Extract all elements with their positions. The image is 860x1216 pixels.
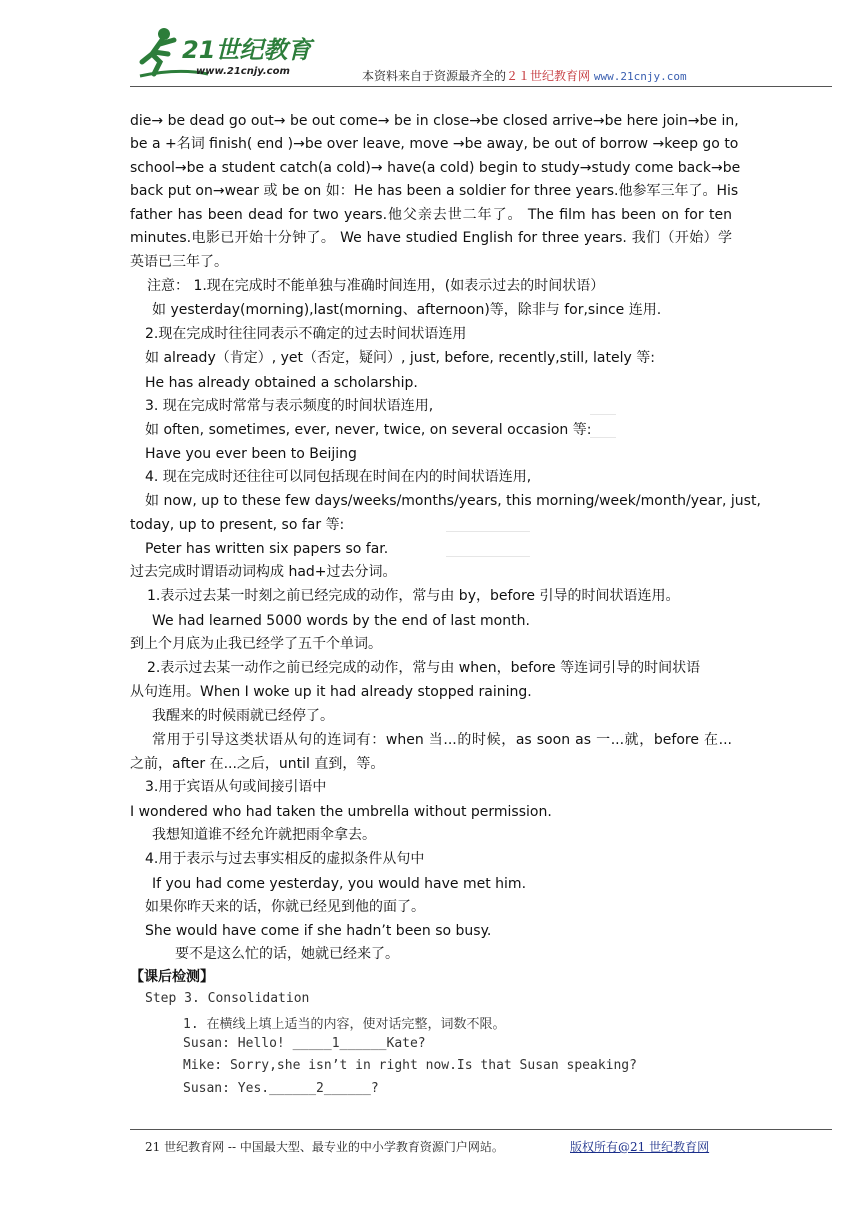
text-line: 注意： 1.现在完成时不能单独与准确时间连用，(如表示过去的时间状语） — [147, 278, 605, 294]
scan-artifact — [590, 414, 616, 415]
text-line: 2.表示过去某一动作之前已经完成的动作，常与由 when，before 等连词引导的时间状语 — [147, 660, 701, 676]
text-line: back put on→wear 或 be on 如：He has been a soldier for three years.他参军三年了。His — [130, 183, 739, 199]
text-line: 要不是这么忙的话，她就已经来了。 — [175, 946, 399, 962]
text-line: 3.用于宾语从句或间接引语中 — [145, 779, 327, 795]
text-line: 4.用于表示与过去事实相反的虚拟条件从句中 — [145, 851, 425, 867]
header-note-prefix: 本资料来自于资源最齐全的 — [362, 69, 507, 83]
dialogue-line: Mike: Sorry,she isn’t in right now.Is that Susan speaking? — [183, 1058, 637, 1073]
text-line: Peter has written six papers so far. — [145, 541, 389, 557]
scan-artifact — [590, 437, 616, 438]
text-line: 常用于引导这类状语从句的连词有：when 当...的时候，as soon as 一...就，before 在... — [152, 732, 732, 748]
scan-artifact — [446, 556, 530, 557]
text-line: 如 yesterday(morning),last(morning、afternoon)等，除非与 for,since 连用. — [152, 302, 662, 318]
text-line: 1.表示过去某一时刻之前已经完成的动作，常与由 by，before 引导的时间状语连用。 — [147, 588, 680, 604]
header-note — [362, 67, 687, 84]
text-line: 如果你昨天来的话，你就已经见到他的面了。 — [145, 899, 425, 915]
site-logo — [138, 24, 338, 84]
text-line: She would have come if she hadn’t been so busy. — [145, 923, 492, 939]
text-line: minutes.电影已开始十分钟了。 We have studied English for three years. 我们（开始）学 — [130, 230, 732, 246]
text-line: father has been dead for two years.他父亲去世二年了。 The film has been on for ten — [130, 207, 732, 223]
section-heading: 【课后检测】 — [130, 969, 214, 985]
header-divider — [130, 86, 832, 87]
header-note-url[interactable]: www.21cnjy.com — [593, 70, 687, 83]
footer-divider — [130, 1129, 832, 1130]
dialogue-line: Susan: Yes.______2______? — [183, 1081, 379, 1096]
dialogue-line: Susan: Hello! _____1______Kate? — [183, 1036, 426, 1051]
scan-artifact — [446, 531, 530, 532]
text-line: 3. 现在完成时常常与表示频度的时间状语连用, — [145, 398, 434, 414]
text-line: today, up to present, so far 等: — [130, 517, 345, 533]
text-line: be a +名词 finish( end )→be over leave, move →be away, be out of borrow →keep go to — [130, 136, 739, 152]
text-line: 到上个月底为止我已经学了五千个单词。 — [130, 636, 382, 652]
exercise-instruction: 1. 在横线上填上适当的内容，使对话完整，词数不限。 — [183, 1017, 506, 1032]
text-line: If you had come yesterday, you would have met him. — [152, 876, 527, 892]
text-line: He has already obtained a scholarship. — [145, 375, 418, 391]
text-line: 之前，after 在...之后，until 直到，等。 — [130, 756, 385, 772]
text-line: 英语已三年了。 — [130, 254, 228, 270]
text-line: 2.现在完成时往往同表示不确定的过去时间状语连用 — [145, 326, 467, 342]
text-line: I wondered who had taken the umbrella without permission. — [130, 804, 552, 820]
text-line: school→be a student catch(a cold)→ have(a cold) begin to study→study come back→be — [130, 160, 741, 176]
header-note-site: ２１世纪教育网 — [506, 69, 591, 83]
text-line: 我想知道谁不经允许就把雨伞拿去。 — [152, 827, 376, 843]
logo-text: 21世纪教育 — [182, 36, 312, 64]
step-title: Step 3. Consolidation — [145, 991, 310, 1006]
text-line: 如 already（肯定）, yet（否定，疑问）, just, before, recently,still, lately 等: — [145, 350, 655, 366]
text-line: die→ be dead go out→ be out come→ be in close→be closed arrive→be here join→be in, — [130, 113, 739, 129]
text-line: 如 often, sometimes, ever, never, twice, on several occasion 等: — [145, 422, 592, 438]
text-line: We had learned 5000 words by the end of last month. — [152, 613, 530, 629]
text-line: 如 now, up to these few days/weeks/months/years, this morning/week/month/year, just, — [145, 493, 761, 509]
footer-slogan: 21 世纪教育网 -- 中国最大型、最专业的中小学教育资源门户网站。 — [145, 1140, 504, 1154]
text-line: 4. 现在完成时还往往可以同包括现在时间在内的时间状语连用, — [145, 469, 532, 485]
text-line: 过去完成时谓语动词构成 had+过去分词。 — [130, 564, 397, 580]
footer-copyright-link[interactable]: 版权所有@21 世纪教育网 — [570, 1140, 710, 1154]
text-line: Have you ever been to Beijing — [145, 446, 357, 462]
logo-url: www.21cnjy.com — [196, 66, 290, 77]
text-line: 从句连用。When I woke up it had already stopped raining. — [130, 684, 532, 700]
text-line: 我醒来的时候雨就已经停了。 — [152, 708, 334, 724]
